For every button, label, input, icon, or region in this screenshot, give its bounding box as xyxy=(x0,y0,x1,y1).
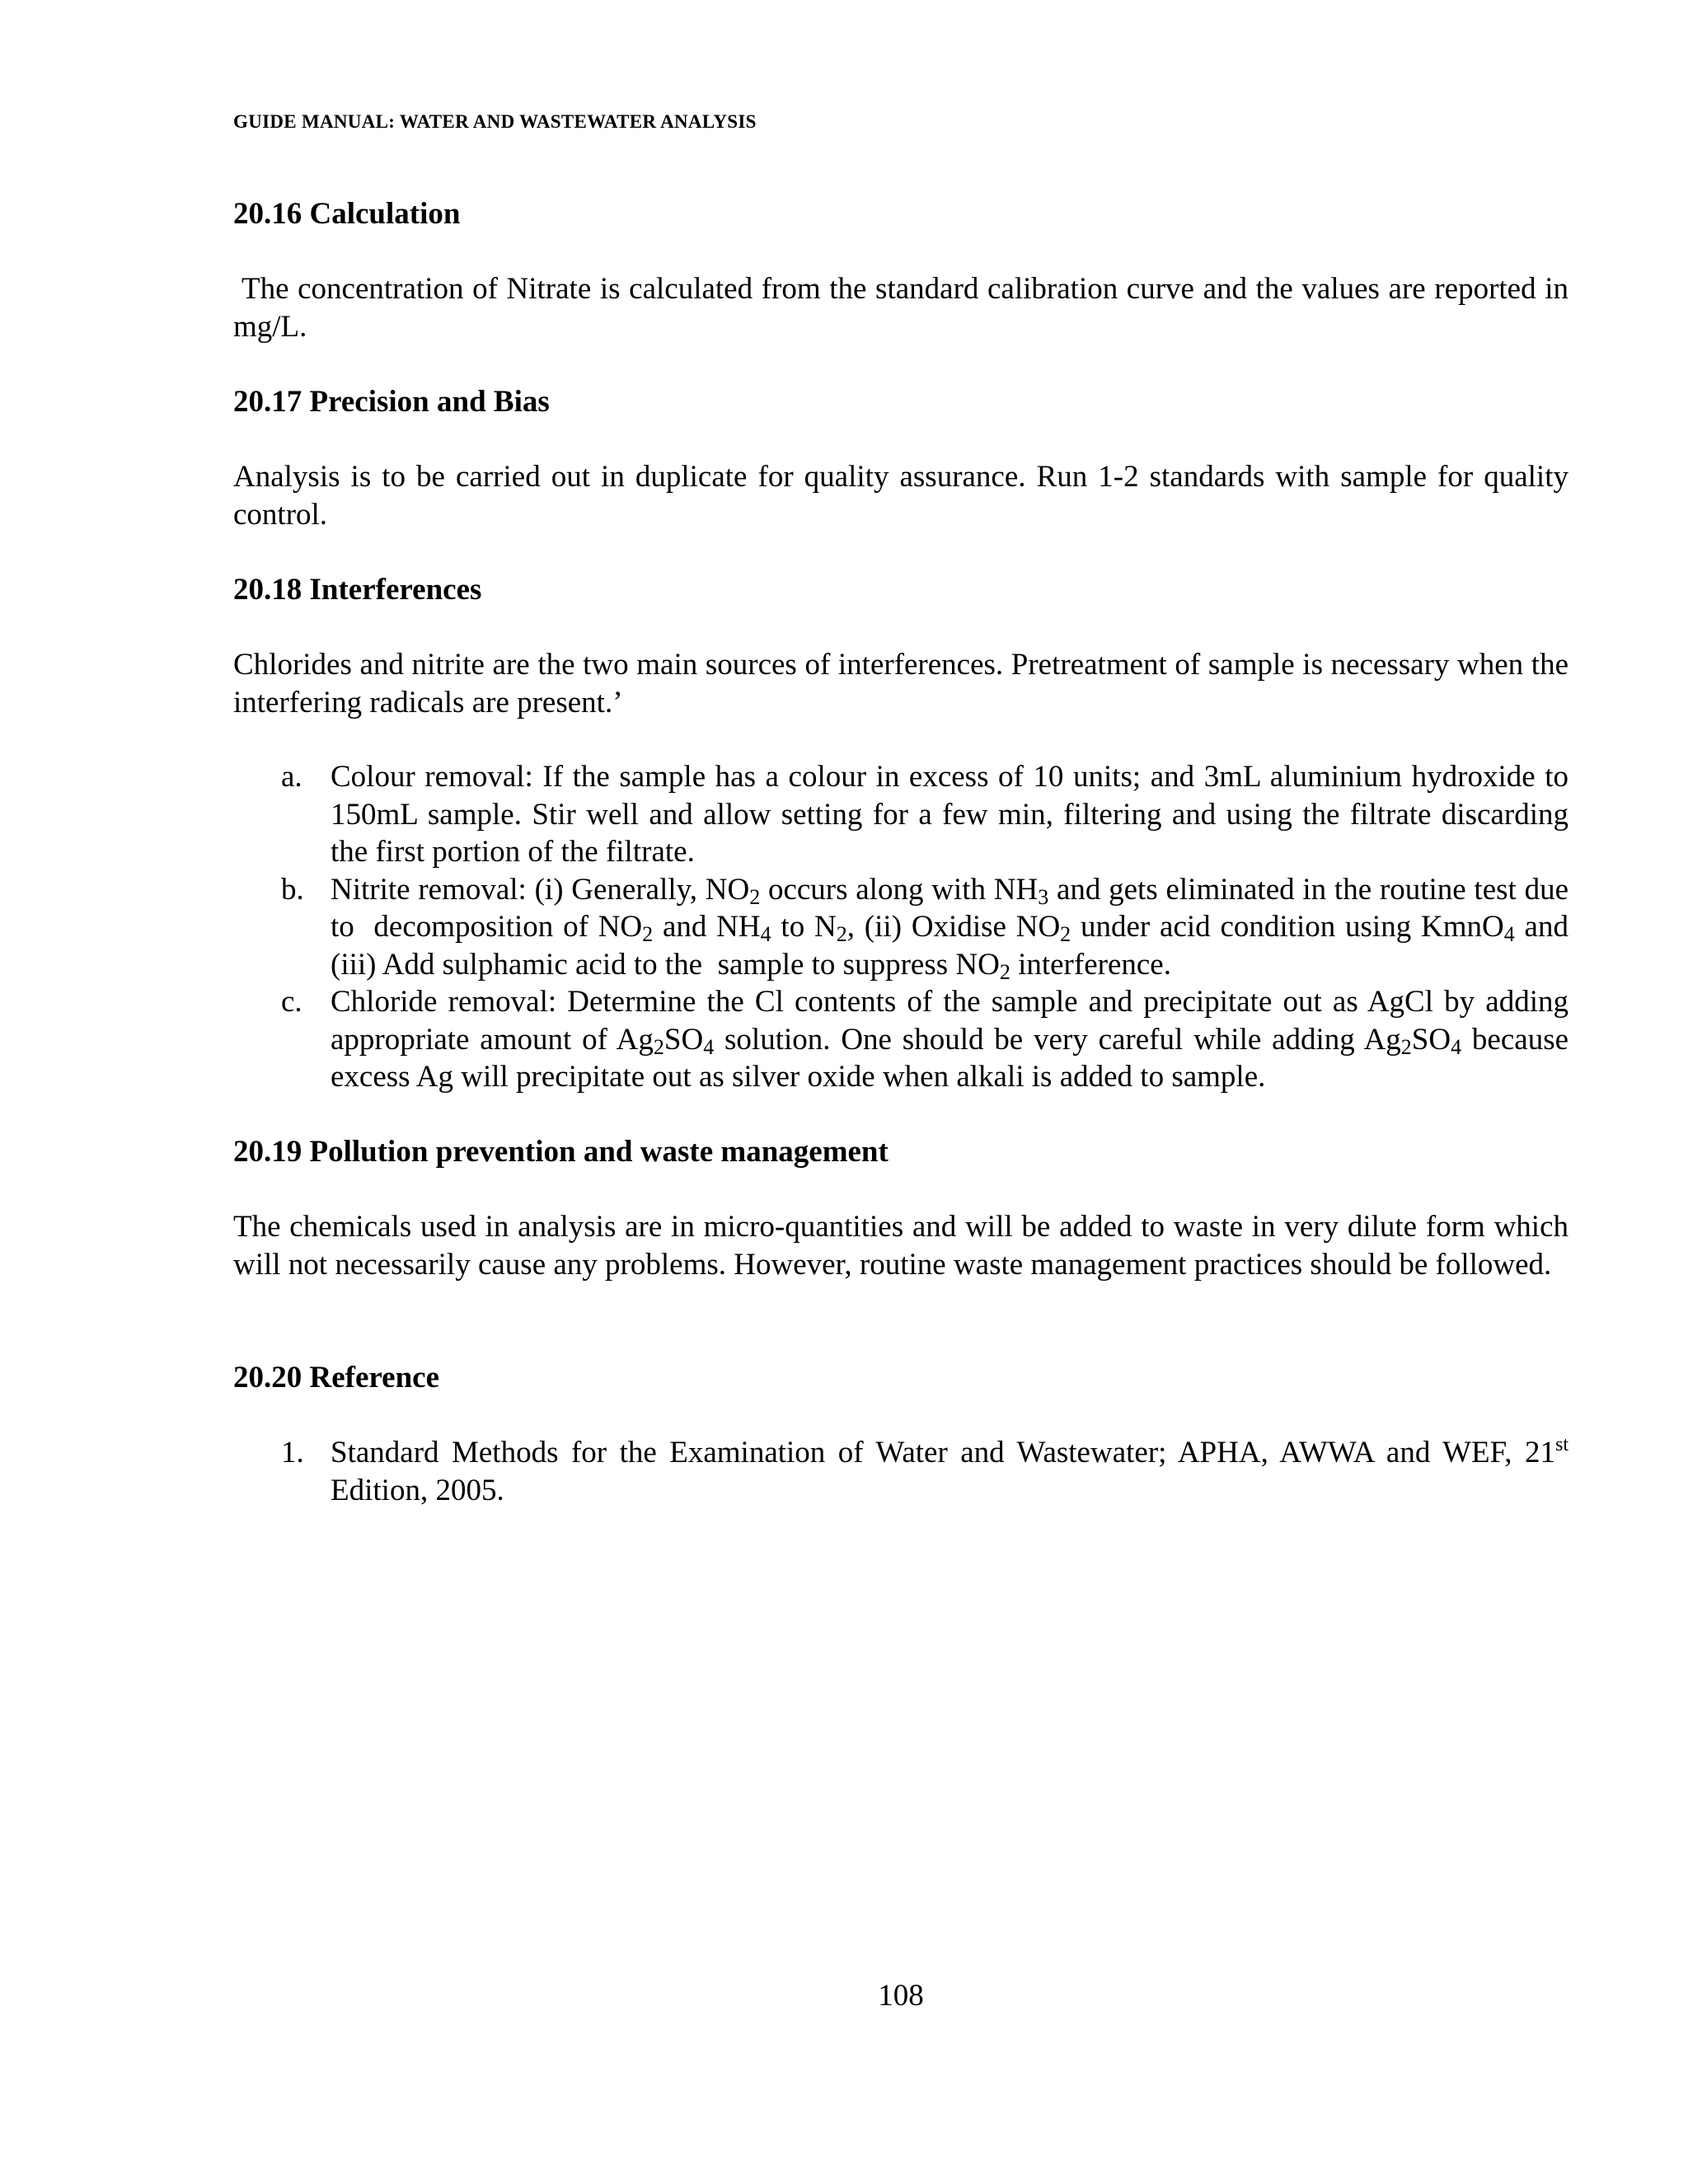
list-marker: c. xyxy=(281,985,302,1019)
list-marker: b. xyxy=(281,872,304,907)
list-item-text: Standard Methods for the Examination of Water and Wastewater; APHA, AWWA and WEF, 21st Edition, 2005. xyxy=(331,1434,1568,1507)
interferences-list xyxy=(233,758,1568,1096)
list-item xyxy=(233,871,1568,984)
list-item xyxy=(233,758,1568,871)
list-item xyxy=(233,983,1568,1096)
paragraph-calculation: The concentration of Nitrate is calculated from the standard calibration curve and the values are reported in mg/L. xyxy=(233,272,1568,344)
list-item-text: Chloride removal: Determine the Cl contents of the sample and precipitate out as AgCl by adding appropriate amount of $Ag_2SO_4$ solution. One should be very careful while adding $Ag_2SO_4$ because excess Ag will precipitate out as silver oxide when alkali is added to sample. xyxy=(331,985,1569,1094)
paragraph-precision-bias: Analysis is to be carried out in duplicate for quality assurance. Run 1-2 standards with sample for quality control. xyxy=(233,460,1568,532)
list-marker: a. xyxy=(281,760,302,794)
section-heading-interferences: 20.18 Interferences xyxy=(233,573,482,607)
reference-list xyxy=(233,1434,1568,1509)
section-heading-reference: 20.20 Reference xyxy=(233,1361,439,1394)
section-heading-precision-bias: 20.17 Precision and Bias xyxy=(233,385,550,419)
list-item-text: Colour removal: If the sample has a colour in excess of 10 units; and 3mL aluminium hydroxide to 150mL sample. Stir well and allow setting for a few min, filtering and using the filtrate discarding the first portion of the filtrate. xyxy=(331,760,1568,869)
paragraph-pollution-prevention: The chemicals used in analysis are in micro-quantities and will be added to waste in very dilute form which will not necessarily cause any problems. However, routine waste management practices should be followed. xyxy=(233,1210,1568,1282)
page-number: 108 xyxy=(878,1979,924,2013)
list-item xyxy=(233,1434,1568,1509)
list-marker: 1. xyxy=(281,1436,304,1469)
section-heading-pollution-prevention: 20.19 Pollution prevention and waste management xyxy=(233,1135,889,1169)
list-item-text: Nitrite removal: (i) Generally, $NO_2$ occurs along with $NH_3$ and gets eliminated in the routine test due to decomposition of $NO_2$ and $NH_4$ to $N_2$, (ii) Oxidise $NO_2$ under acid condition using KmnO$_4$ and (iii) Add sulphamic acid to the sample to suppress $NO_2$ interference. xyxy=(331,872,1568,984)
paragraph-interferences: Chlorides and nitrite are the two main sources of interferences. Pretreatment of sample is necessary when the interfering radicals are present.’ xyxy=(233,648,1568,719)
section-heading-calculation: 20.16 Calculation xyxy=(233,197,461,231)
running-header: GUIDE MANUAL: WATER AND WASTEWATER ANALYSIS xyxy=(233,111,757,132)
